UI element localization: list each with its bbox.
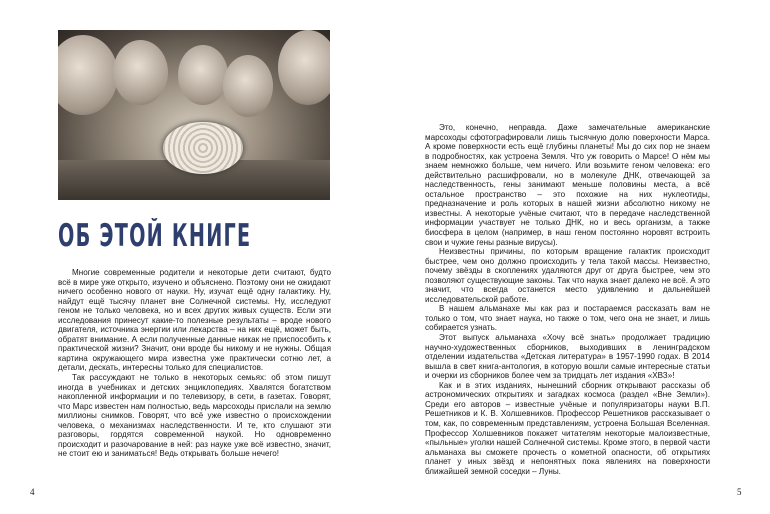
- paragraph: Неизвестны причины, по которым вращение галактик происходит быстрее, чем оно должно происходить у тела такой массы. Неизвестно, почему звёзды в скоплениях удаляются друг от друга быстрее, чем это позволяют существующие законы. Так что наука знает далеко не всё. А это значит, что всегда останется место удивлению и дальнейшей исследовательской работе.: [425, 247, 710, 304]
- body-text: [425, 123, 710, 476]
- paragraph: Этот выпуск альманаха «Хочу всё знать» продолжает традицию научно-художественных сборников, выходивших в ленинградском отделении издательства «Детская литература» в 1957-1990 годах. В 2014 вышла в свет книга-антология, в которую вошли самые интересные статьи и очерки из сборников более чем за тридцать лет издания «ХВЗ»!: [425, 333, 710, 381]
- page-number: 5: [737, 487, 742, 497]
- right-page: [385, 0, 770, 514]
- paragraph: Это, конечно, неправда. Даже замечательные американские марсоходы сфотографировали лишь тысячную долю поверхности Марса. А кроме поверхности есть ещё глубины планеты! Мы до сих пор не знаем в подробностях, как устроена Земля. Что уж говорить о Марсе! О нём мы знаем немножко больше, чем ничего. Или возьмите геном человека: его действительно расшифровали, но в молекуле ДНК, отвечающей за наследственность, гены занимают меньше половины места, а всё остальное пространство – это похожие на них нуклеотиды, предназначение и роль которых в нашей жизни абсолютно никому не известны. А некоторые учёные считают, что в передаче наследственной информации участвует не только ДНК, но и весь организм, а также биосфера в целом (например, в наш геном постоянно норовят встроить свои и чужие гены разные вирусы).: [425, 123, 710, 247]
- page-number: 4: [30, 487, 35, 497]
- paragraph: Так рассуждают не только в некоторых семьях: об этом пишут иногда в учебниках и детских энциклопедиях. Хвалятся богатством накопленной информации и по телевизору, в сети, в газетах. Говорят, что Марс известен нам полностью, ведь марсоходы прислали на землю миллионы снимков. Говорят, что всё уже известно о происхождении человека, о механизмах наследственности. И те, кто слушают эти разговоры, гордятся современной наукой. Но одновременно происходит и разочарование в ней: раз науке уже всё известно, значит, не стоит ею и заниматься! Ведь открывать больше нечего!: [58, 373, 331, 459]
- brain-model: [163, 122, 243, 174]
- paragraph: Многие современные родители и некоторые дети считают, будто всё в мире уже открыто, изучено и объяснено. Поэтому они не ожидают ничего особенно нового от науки. Ну, изучат ещё одну галактику. Ну, найдут ещё тысячу планет вне Солнечной системы. Ну, исследуют геном не только человека, но и всех других живых существ. Если эти исследования принесут какие-то полезные результаты – вроде нового двигателя, источника энергии или лекарства – на них ещё, может быть, обратят внимание. А если полученные данные никак не приспособить к практической жизни? Значит, они вроде бы никому и не нужны. Общая картина окружающего мира известна уже практически сотню лет, а детали, дескать, интересны только для специалистов.: [58, 268, 331, 373]
- paragraph: В нашем альманахе мы как раз и постараемся рассказать вам не только о том, что знает наука, но также о том, чего она не знает, и лишь собирается узнать.: [425, 304, 710, 333]
- body-text: [58, 268, 331, 459]
- page-title: ОБ ЭТОЙ КНИГЕ: [58, 218, 252, 254]
- paragraph: Как и в этих изданиях, нынешний сборник открывают рассказы об астрономических открытиях и загадках космоса (раздел «Вне Земли»). Среди его авторов – известные учёные и популяризаторы науки В.П. Решетников и К. В. Холшевников. Профессор Решетников рассказывает о том, как, по современным представлениям, устроена Большая Вселенная. Профессор Холшевников покажет читателям некоторые малоизвестные, «пыльные» уголки нашей Солнечной системы. Кроме этого, в первой части альманаха вы сможете прочесть о кометной опасности, об открытиях планет у иных звёзд и непонятных пока явлениях на поверхности ближайшей земной соседки – Луны.: [425, 380, 710, 476]
- children-with-brain-photo: [58, 30, 330, 200]
